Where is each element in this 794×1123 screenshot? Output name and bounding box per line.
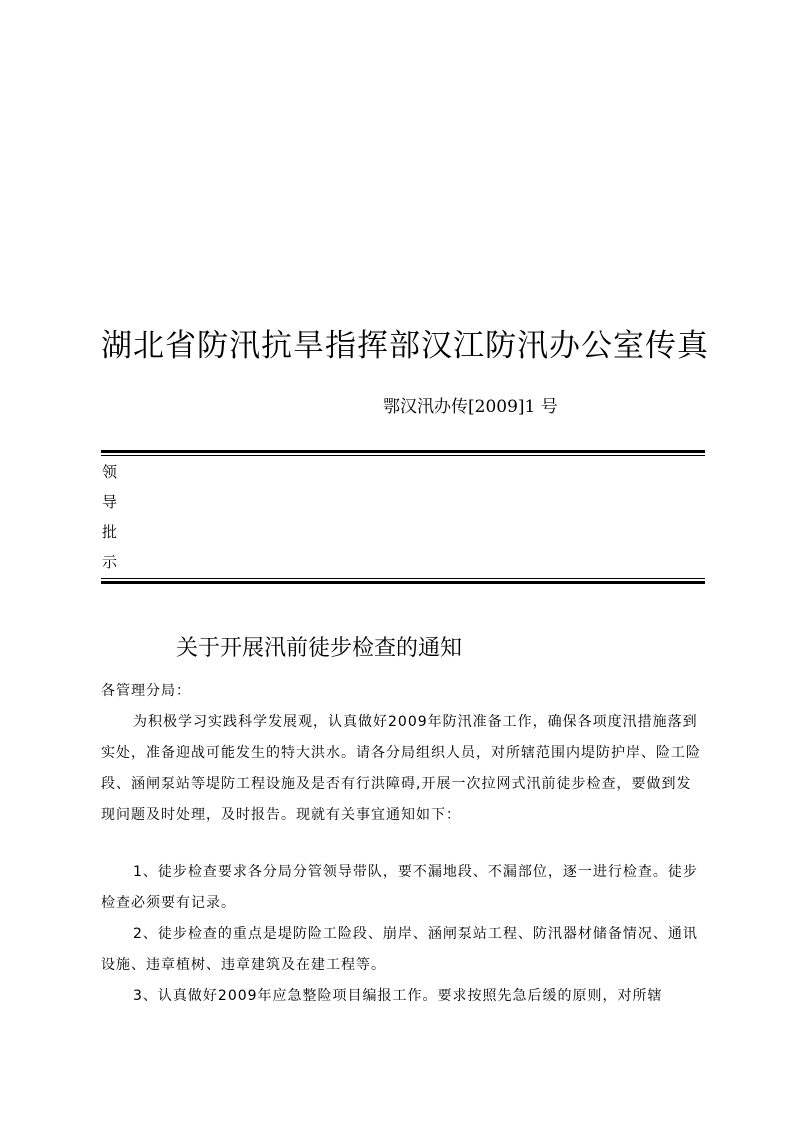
document-number: 鄂汉汛办传[2009]1 号 — [383, 397, 558, 417]
intro-paragraph: 为积极学习实践科学发展观，认真做好2009年防汛准备工作，确保各项度汛措施落到实处，准备迎战可能发生的特大洪水。请各分局组织人员，对所辖范围内堤防护岸、险工险段、涵闸泵站等堤防工程设施及是否有行洪障碍,开展一次拉网式汛前徒步检查，要做到发现问题及时处理，及时报告。现就有关事宜通知如下： — [101, 714, 701, 823]
document-title: 湖北省防汛抗旱指挥部汉江防汛办公室传真 — [101, 328, 709, 364]
top-double-rule-thin — [101, 455, 705, 456]
instruction-char: 批 — [102, 523, 118, 541]
bottom-double-rule-thick — [101, 581, 705, 584]
notice-item-2: 2、徒步检查的重点是堤防险工险段、崩岸、涵闸泵站工程、防汛器材储备情况、通讯设施、违章植树、违章建筑及在建工程等。 — [101, 926, 698, 973]
notice-item-1: 1、徒步检查要求各分局分管领导带队，要不漏地段、不漏部位，逐一进行检查。徒步检查必须要有记录。 — [101, 864, 698, 911]
notice-item-3: 3、认真做好2009年应急整险项目编报工作。要求按照先急后缓的原则，对所辖 — [133, 988, 663, 1004]
bottom-double-rule-thin — [101, 578, 705, 579]
instruction-char: 导 — [102, 493, 118, 511]
recipient-line: 各管理分局： — [101, 683, 191, 699]
top-double-rule-thick — [101, 450, 705, 453]
paragraph-gap — [101, 831, 701, 857]
notice-title: 关于开展汛前徒步检查的通知 — [176, 636, 463, 661]
leader-instruction-label — [102, 457, 132, 577]
instruction-char: 领 — [102, 463, 118, 481]
notice-body — [101, 676, 701, 1012]
instruction-char: 示 — [102, 553, 118, 571]
